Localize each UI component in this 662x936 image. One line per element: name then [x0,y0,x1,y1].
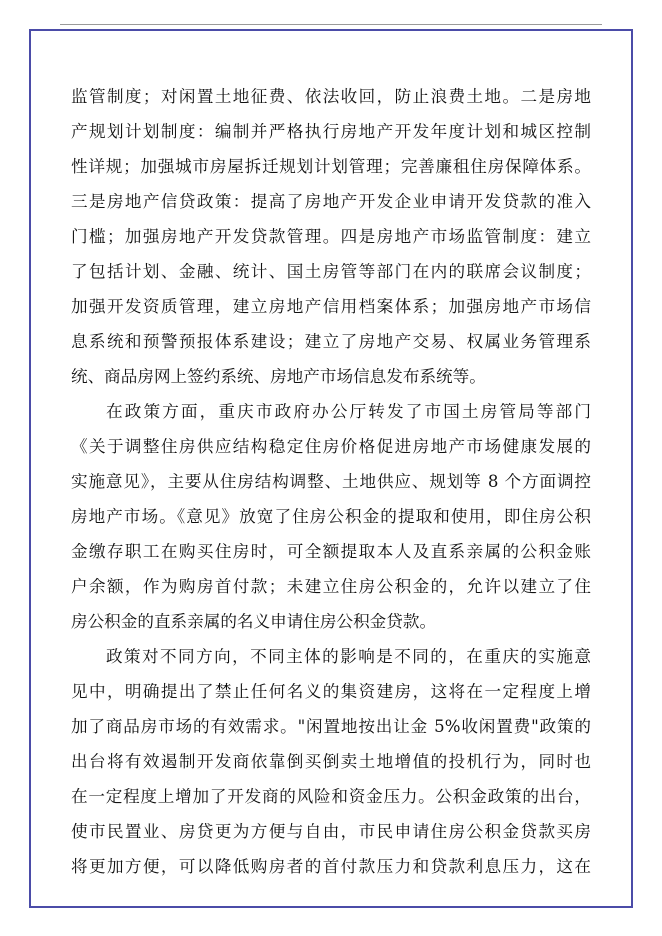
text-line: 《关于调整住房供应结构稳定住房价格促进房地产市场健康发展的 [71,437,591,456]
text-line: 三是房地产信贷政策：提高了房地产开发企业申请开发贷款的准入 [71,192,591,211]
text-line: 在政策方面，重庆市政府办公厅转发了市国土房管局等部门 [106,402,591,421]
text-line: 门槛；加强房地产开发贷款管理。四是房地产市场监管制度：建立 [71,227,591,246]
text-line: 政策对不同方向，不同主体的影响是不同的，在重庆的实施意 [106,647,591,666]
text-line: 户余额，作为购房首付款；未建立住房公积金的，允许以建立了住 [71,577,591,596]
text-line: 在一定程度上增加了开发商的风险和资金压力。公积金政策的出台， [71,787,591,806]
text-line: 了包括计划、金融、统计、国土房管等部门在内的联席会议制度； [71,262,591,281]
text-line: 房地产市场。《意见》放宽了住房公积金的提取和使用，即住房公积 [71,507,591,526]
text-line: 性详规；加强城市房屋拆迁规划计划管理；完善廉租住房保障体系。 [71,157,591,176]
text-line: 实施意见》，主要从住房结构调整、土地供应、规划等 8 个方面调控 [71,472,591,491]
text-line: 统、商品房网上签约系统、房地产市场信息发布系统等。 [71,367,486,386]
text-line: 监管制度；对闲置土地征费、依法收回，防止浪费土地。二是房地 [71,87,591,106]
text-line: 加强开发资质管理，建立房地产信用档案体系；加强房地产市场信 [71,297,591,316]
text-line: 使市民置业、房贷更为方便与自由，市民申请住房公积金贷款买房 [71,822,591,841]
text-line: 将更加方便，可以降低购房者的首付款压力和贷款利息压力，这在 [71,857,591,876]
text-line: 息系统和预警预报体系建设；建立了房地产交易、权属业务管理系 [71,332,591,351]
text-line: 加了商品房市场的有效需求。"闲置地按出让金 5%收闲置费"政策的 [71,717,591,736]
text-line: 房公积金的直系亲属的名义申请住房公积金贷款。 [71,612,437,631]
text-line: 出台将有效遏制开发商依靠倒买倒卖土地增值的投机行为，同时也 [71,752,591,771]
text-line: 金缴存职工在购买住房时，可全额提取本人及直系亲属的公积金账 [71,542,591,561]
text-line: 见中，明确提出了禁止任何名义的集资建房，这将在一定程度上增 [71,682,591,701]
text-line: 产规划计划制度：编制并严格执行房地产开发年度计划和城区控制 [71,122,591,141]
